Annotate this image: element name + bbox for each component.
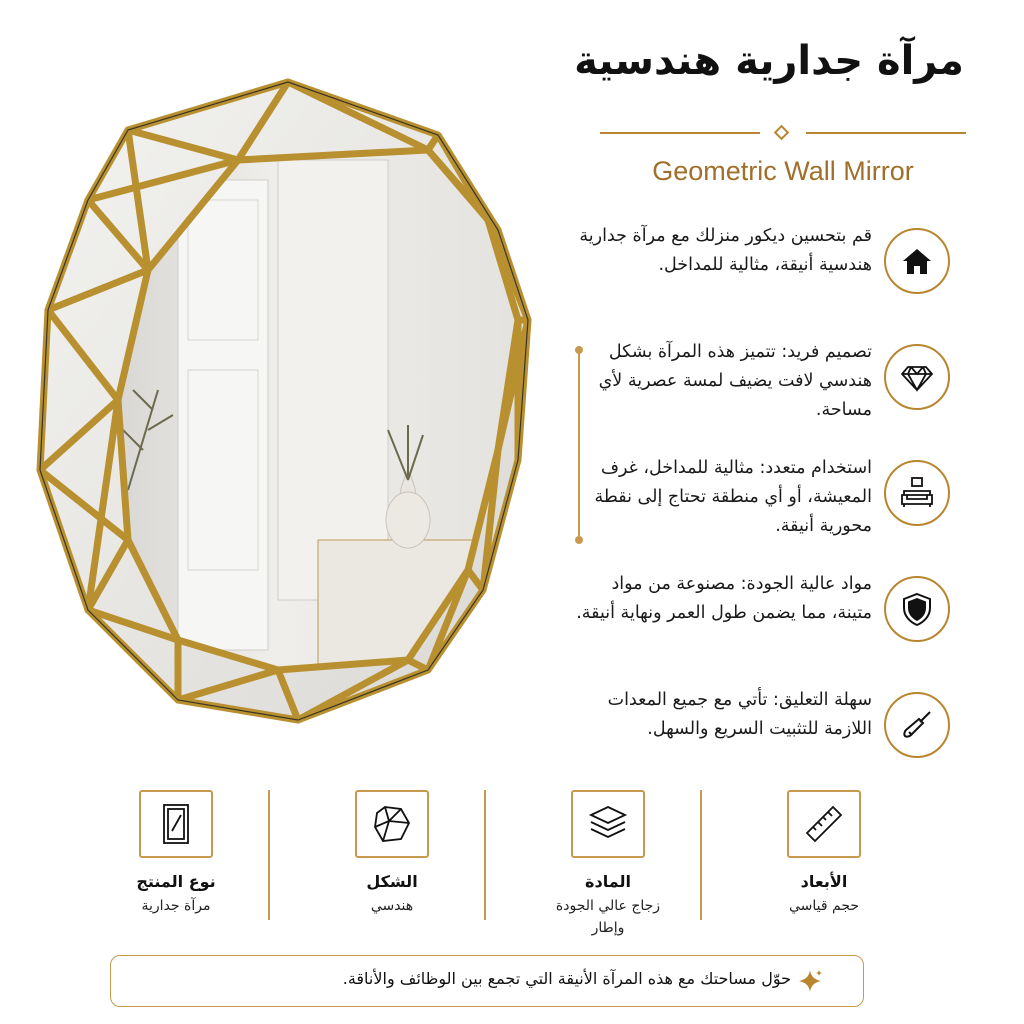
sparkle-icon — [797, 968, 823, 994]
feature-text: قم بتحسين ديكور منزلك مع مرآة جدارية هندسية أنيقة، مثالية للمداخل. — [579, 226, 872, 275]
frame-icon — [139, 790, 213, 858]
home-icon — [884, 228, 950, 294]
feature-text: مواد عالية الجودة: مصنوعة من مواد متينة، مما يضمن طول العمر ونهاية أنيقة. — [576, 574, 872, 623]
spec-value: مرآة جدارية — [141, 898, 211, 914]
feature-item — [576, 564, 990, 674]
spec-product-type — [76, 790, 276, 950]
spec-label: المادة — [585, 872, 631, 891]
feature-text: تصميم فريد: تتميز هذه المرآة بشكل هندسي لافت يضيف لمسة عصرية لأي مساحة. — [598, 342, 872, 420]
spec-value: هندسي — [370, 898, 414, 914]
polyhedron-icon — [355, 790, 429, 858]
feature-text: سهلة التعليق: تأتي مع جميع المعدات اللازمة للتثبيت السريع والسهل. — [607, 690, 872, 739]
page-subtitle: Geometric Wall Mirror — [652, 156, 914, 186]
spec-label: الشكل — [366, 872, 418, 891]
spec-label: الأبعاد — [800, 872, 848, 891]
title-divider — [600, 126, 966, 140]
mirror-image — [28, 70, 558, 750]
sofa-icon — [884, 460, 950, 526]
page-title: مرآة جدارية هندسية — [574, 38, 964, 84]
spec-shape — [292, 790, 492, 950]
specs-row — [60, 790, 960, 950]
screwdriver-icon — [884, 692, 950, 758]
spec-dimensions — [724, 790, 924, 950]
feature-item — [590, 680, 990, 790]
shield-icon — [884, 576, 950, 642]
spec-value: زجاج عالي الجودة وإطار — [555, 898, 661, 936]
feature-item — [590, 448, 990, 558]
spec-material — [508, 790, 708, 950]
feature-item — [579, 216, 990, 326]
banner-text: حوّل مساحتك مع هذه المرآة الأنيقة التي تجمع بين الوظائف والأناقة. — [342, 969, 791, 988]
spec-value: حجم قياسي — [788, 898, 860, 914]
layers-icon — [571, 790, 645, 858]
bottom-banner — [110, 955, 864, 1007]
diamond-icon — [884, 344, 950, 410]
feature-text: استخدام متعدد: مثالية للمداخل، غرف المعيشة، أو أي منطقة تحتاج إلى نقطة محورية أنيقة. — [594, 458, 872, 536]
feature-item — [590, 332, 990, 442]
spec-label: نوع المنتج — [136, 872, 216, 891]
ruler-icon — [787, 790, 861, 858]
